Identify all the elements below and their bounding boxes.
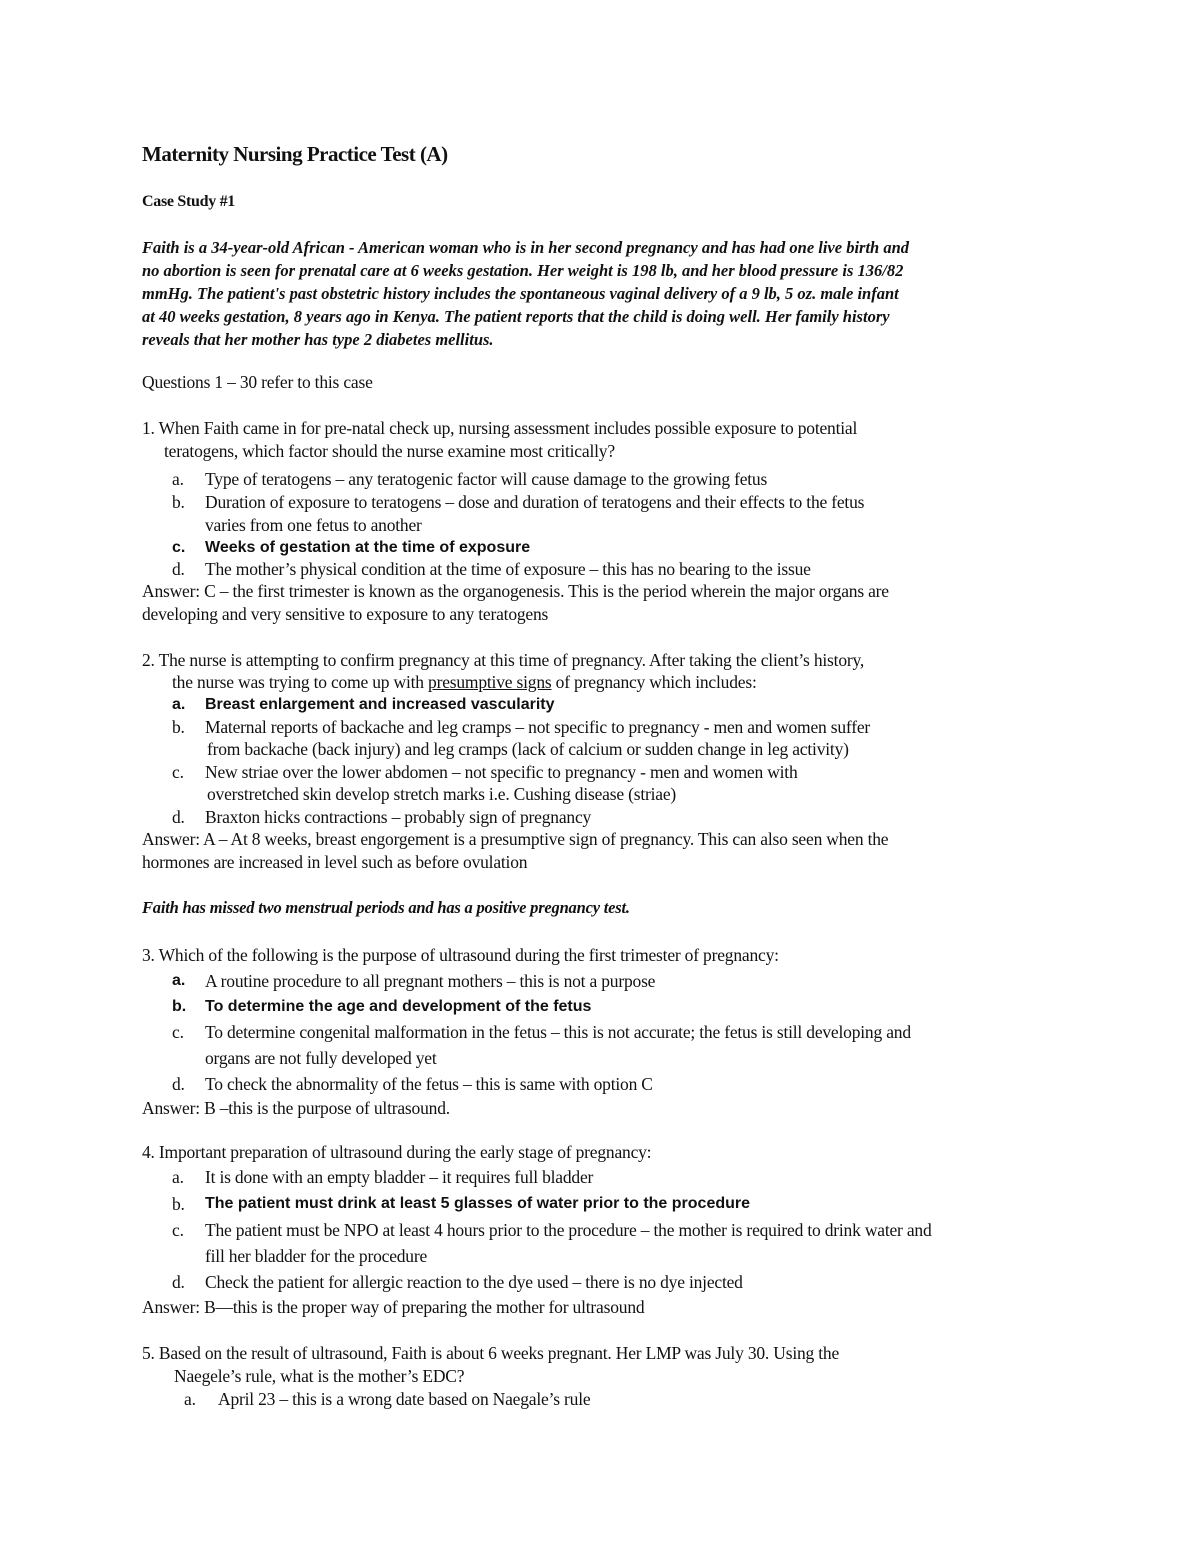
intro-line: mmHg. The patient's past obstetric history includes the spontaneous vaginal delivery of a 9 lb, 5 oz. male infant xyxy=(142,284,899,303)
option-letter: b. xyxy=(172,998,187,1015)
option-text: To check the abnormality of the fetus – this is same with option C xyxy=(205,1074,653,1094)
correct-option-text: Weeks of gestation at the time of exposure xyxy=(205,539,531,556)
question-text: 3. Which of the following is the purpose of ultrasound during the first trimester of pregnancy: xyxy=(142,945,779,965)
option-letter: c. xyxy=(172,1220,184,1240)
question-text: 4. Important preparation of ultrasound during the early stage of pregnancy: xyxy=(142,1142,652,1162)
option-text: organs are not fully developed yet xyxy=(205,1048,437,1068)
answer-text: Answer: C – the first trimester is known as the organogenesis. This is the period wherein the major organs are xyxy=(142,581,889,601)
case-interlude: Faith has missed two menstrual periods and has a positive pregnancy test. xyxy=(142,898,630,917)
option-text: The mother’s physical condition at the time of exposure – this has no bearing to the issue xyxy=(205,559,811,579)
option-text: To determine congenital malformation in the fetus – this is not accurate; the fetus is still developing and xyxy=(205,1022,911,1042)
option-letter: c. xyxy=(172,1022,184,1042)
option-text: Type of teratogens – any teratogenic factor will cause damage to the growing fetus xyxy=(205,469,768,489)
case-study-heading: Case Study #1 xyxy=(142,193,236,210)
option-letter: d. xyxy=(172,1272,185,1292)
option-text: Braxton hicks contractions – probably sign of pregnancy xyxy=(205,807,592,827)
option-text: April 23 – this is a wrong date based on Naegale’s rule xyxy=(218,1389,591,1409)
option-letter: b. xyxy=(172,1194,185,1214)
option-letter: d. xyxy=(172,1074,185,1094)
question-text xyxy=(172,671,757,693)
question-text: 2. The nurse is attempting to confirm pregnancy at this time of pregnancy. After taking the client’s history, xyxy=(142,650,865,670)
option-letter: c. xyxy=(172,762,184,782)
option-text: overstretched skin develop stretch marks i.e. Cushing disease (striae) xyxy=(207,784,677,804)
option-letter: a. xyxy=(172,696,186,713)
answer-text: Answer: A – At 8 weeks, breast engorgement is a presumptive sign of pregnancy. This can also seen when the xyxy=(142,829,889,849)
option-letter: c. xyxy=(172,539,186,556)
option-text: New striae over the lower abdomen – not specific to pregnancy - men and women with xyxy=(205,762,798,782)
question-text-part: the nurse was trying to come up with xyxy=(172,672,429,692)
correct-option-text: Breast enlargement and increased vascularity xyxy=(205,696,555,713)
question-text: Naegele’s rule, what is the mother’s EDC? xyxy=(174,1366,465,1386)
questions-note: Questions 1 – 30 refer to this case xyxy=(142,372,373,392)
intro-line: Faith is a 34-year-old African - American woman who is in her second pregnancy and has had one live birth and xyxy=(142,238,910,257)
option-text: The patient must be NPO at least 4 hours prior to the procedure – the mother is required to drink water and xyxy=(205,1220,932,1240)
option-text: from backache (back injury) and leg cramps (lack of calcium or sudden change in leg activity) xyxy=(207,739,849,759)
question-text: teratogens, which factor should the nurse examine most critically? xyxy=(164,441,615,461)
option-letter: a. xyxy=(172,972,186,989)
page-title: Maternity Nursing Practice Test (A) xyxy=(142,142,448,166)
answer-text: hormones are increased in level such as before ovulation xyxy=(142,852,528,872)
underlined-term: presumptive signs xyxy=(428,672,552,692)
option-letter: a. xyxy=(172,469,184,489)
question-text: 5. Based on the result of ultrasound, Faith is about 6 weeks pregnant. Her LMP was July 30. Using the xyxy=(142,1343,840,1363)
option-letter: d. xyxy=(172,807,185,827)
case-intro xyxy=(142,236,1072,351)
option-text: Duration of exposure to teratogens – dose and duration of teratogens and their effects to the fetus xyxy=(205,492,865,512)
intro-line: at 40 weeks gestation, 8 years ago in Kenya. The patient reports that the child is doing well. Her family history xyxy=(142,307,890,326)
question-text: 1. When Faith came in for pre-natal check up, nursing assessment includes possible exposure to potential xyxy=(142,418,858,438)
intro-line: no abortion is seen for prenatal care at 6 weeks gestation. Her weight is 198 lb, and her blood pressure is 136/82 xyxy=(142,261,904,280)
option-text: varies from one fetus to another xyxy=(205,515,422,535)
option-letter: b. xyxy=(172,717,185,737)
answer-text: developing and very sensitive to exposure to any teratogens xyxy=(142,604,549,624)
intro-line: reveals that her mother has type 2 diabetes mellitus. xyxy=(142,330,494,349)
option-letter: a. xyxy=(184,1389,196,1409)
answer-text: Answer: B –this is the purpose of ultrasound. xyxy=(142,1098,450,1118)
option-letter: b. xyxy=(172,492,185,512)
option-letter: d. xyxy=(172,559,185,579)
option-text: Check the patient for allergic reaction to the dye used – there is no dye injected xyxy=(205,1272,743,1292)
option-text: It is done with an empty bladder – it requires full bladder xyxy=(205,1167,594,1187)
option-letter: a. xyxy=(172,1167,184,1187)
correct-option-text: To determine the age and development of the fetus xyxy=(205,998,592,1015)
correct-option-text: The patient must drink at least 5 glasses of water prior to the procedure xyxy=(205,1195,751,1212)
question-text-part: of pregnancy which includes: xyxy=(551,672,757,692)
option-text: Maternal reports of backache and leg cramps – not specific to pregnancy - men and women suffer xyxy=(205,717,871,737)
answer-text: Answer: B—this is the proper way of preparing the mother for ultrasound xyxy=(142,1297,645,1317)
option-text: A routine procedure to all pregnant mothers – this is not a purpose xyxy=(205,971,656,991)
option-text: fill her bladder for the procedure xyxy=(205,1246,428,1266)
